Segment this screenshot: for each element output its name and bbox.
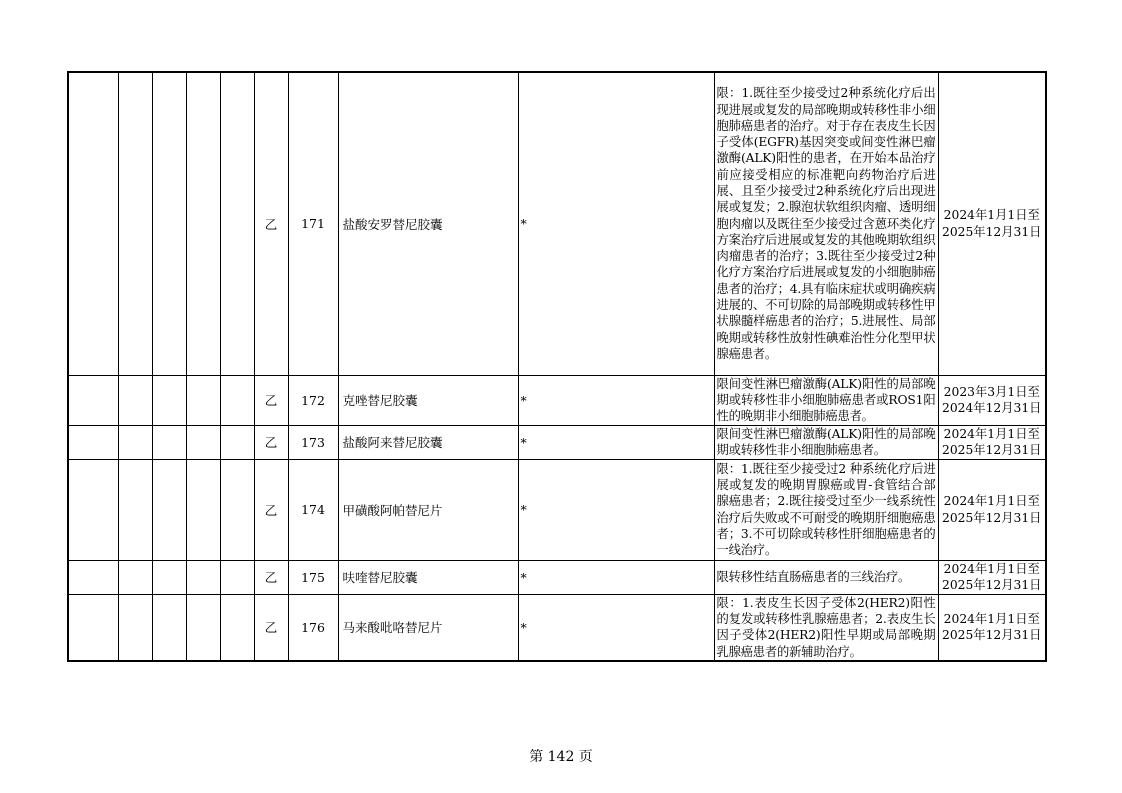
- empty-cell: [68, 72, 118, 375]
- restriction-note-cell: 限转移性结直肠癌患者的三线治疗。: [714, 560, 938, 594]
- category-cell: 乙: [254, 560, 288, 594]
- number-cell: 172: [288, 375, 338, 425]
- page-number: 第 142 页: [529, 749, 593, 765]
- empty-cell: [68, 425, 118, 459]
- empty-cell: [118, 375, 152, 425]
- mark-cell: *: [518, 375, 714, 425]
- restriction-note-cell: 限：1.表皮生长因子受体2(HER2)阳性的复发或转移性乳腺癌患者；2.表皮生长因子受体2(HER2)阳性早期或局部晚期乳腺癌患者的新辅助治疗。: [714, 594, 938, 661]
- empty-cell: [186, 72, 220, 375]
- empty-cell: [220, 459, 254, 560]
- number-cell: 171: [288, 72, 338, 375]
- empty-cell: [220, 72, 254, 375]
- validity-period-cell: [938, 560, 1046, 594]
- validity-period-cell: [938, 459, 1046, 560]
- table-row: [68, 72, 1046, 375]
- number-cell: 175: [288, 560, 338, 594]
- empty-cell: [118, 560, 152, 594]
- category-cell: 乙: [254, 425, 288, 459]
- mark-cell: *: [518, 425, 714, 459]
- validity-end: 2025年12月31日: [942, 510, 1042, 525]
- empty-cell: [152, 72, 186, 375]
- table-row: [68, 560, 1046, 594]
- number-cell: 173: [288, 425, 338, 459]
- drug-name-cell: 呋喹替尼胶囊: [338, 560, 518, 594]
- number-cell: 176: [288, 594, 338, 661]
- validity-end: 2024年12月31日: [942, 401, 1042, 415]
- empty-cell: [118, 72, 152, 375]
- restriction-note-cell: 限间变性淋巴瘤激酶(ALK)阳性的局部晚期或转移性非小细胞肺癌患者。: [714, 425, 938, 459]
- category-cell: 乙: [254, 459, 288, 560]
- empty-cell: [68, 560, 118, 594]
- empty-cell: [152, 459, 186, 560]
- category-cell: 乙: [254, 72, 288, 375]
- empty-cell: [186, 375, 220, 425]
- empty-cell: [152, 594, 186, 661]
- table-row: [68, 425, 1046, 459]
- empty-cell: [186, 425, 220, 459]
- category-cell: 乙: [254, 375, 288, 425]
- drug-name-cell: 甲磺酸阿帕替尼片: [338, 459, 518, 560]
- empty-cell: [220, 375, 254, 425]
- empty-cell: [118, 594, 152, 661]
- drug-name-cell: 马来酸吡咯替尼片: [338, 594, 518, 661]
- empty-cell: [186, 560, 220, 594]
- validity-period-cell: [938, 72, 1046, 375]
- restriction-note-cell: 限间变性淋巴瘤激酶(ALK)阳性的局部晚期或转移性非小细胞肺癌患者或ROS1阳性的晚期非小细胞肺癌患者。: [714, 375, 938, 425]
- table-row: [68, 459, 1046, 560]
- empty-cell: [152, 560, 186, 594]
- validity-end: 2025年12月31日: [942, 443, 1042, 457]
- mark-cell: *: [518, 72, 714, 375]
- validity-period-cell: [938, 594, 1046, 661]
- validity-start: 2024年1月1日至: [943, 426, 1040, 441]
- validity-period-cell: [938, 375, 1046, 425]
- empty-cell: [186, 594, 220, 661]
- empty-cell: [220, 594, 254, 661]
- empty-cell: [118, 459, 152, 560]
- number-cell: 174: [288, 459, 338, 560]
- empty-cell: [186, 459, 220, 560]
- category-cell: 乙: [254, 594, 288, 661]
- empty-cell: [68, 459, 118, 560]
- validity-start: 2024年1月1日至: [943, 561, 1040, 576]
- table-row: [68, 375, 1046, 425]
- drug-name-cell: 盐酸安罗替尼胶囊: [338, 72, 518, 375]
- empty-cell: [220, 425, 254, 459]
- mark-cell: *: [518, 594, 714, 661]
- validity-start: 2023年3月1日至: [943, 384, 1040, 399]
- empty-cell: [118, 425, 152, 459]
- restriction-note-cell: 限：1.既往至少接受过2种系统化疗后出现进展或复发的局部晚期或转移性非小细胞肺癌患者的治疗。对于存在表皮生长因子受体(EGFR)基因突变或间变性淋巴瘤激酶(ALK)阳性的患者，在开始本品治疗前应接受相应的标准靶向药物治疗后进展、且至少接受过2种系统化疗后出现进展或复发；2.腺泡状软组织肉瘤、透明细胞肉瘤以及既往至少接受过含蒽环类化疗方案治疗后进展或复发的其他晚期软组织肉瘤患者的治疗；3.既往至少接受过2种化疗方案治疗后进展或复发的小细胞肺癌患者的治疗；4.具有临床症状或明确疾病进展的、不可切除的局部晚期或转移性甲状腺髓样癌患者的治疗；5.进展性、局部晚期或转移性放射性碘难治性分化型甲状腺癌患者。: [714, 72, 938, 375]
- validity-start: 2024年1月1日至: [943, 494, 1040, 509]
- drug-name-cell: 克唑替尼胶囊: [338, 375, 518, 425]
- empty-cell: [220, 560, 254, 594]
- validity-end: 2025年12月31日: [942, 224, 1042, 239]
- empty-cell: [68, 375, 118, 425]
- validity-start: 2024年1月1日至: [943, 611, 1040, 626]
- validity-end: 2025年12月31日: [942, 578, 1042, 592]
- drug-name-cell: 盐酸阿来替尼胶囊: [338, 425, 518, 459]
- validity-start: 2024年1月1日至: [943, 208, 1040, 223]
- restriction-note-cell: 限：1.既往至少接受过2 种系统化疗后进展或复发的晚期胃腺癌或胃-食管结合部腺癌患者；2.既往接受过至少一线系统性治疗后失败或不可耐受的晚期肝细胞癌患者；3.不可切除或转移性肝细胞癌患者的一线治疗。: [714, 459, 938, 560]
- mark-cell: *: [518, 459, 714, 560]
- empty-cell: [152, 425, 186, 459]
- empty-cell: [152, 375, 186, 425]
- empty-cell: [68, 594, 118, 661]
- mark-cell: *: [518, 560, 714, 594]
- validity-period-cell: [938, 425, 1046, 459]
- table-row: [68, 594, 1046, 661]
- validity-end: 2025年12月31日: [942, 628, 1042, 643]
- drug-list-table: [67, 71, 1047, 662]
